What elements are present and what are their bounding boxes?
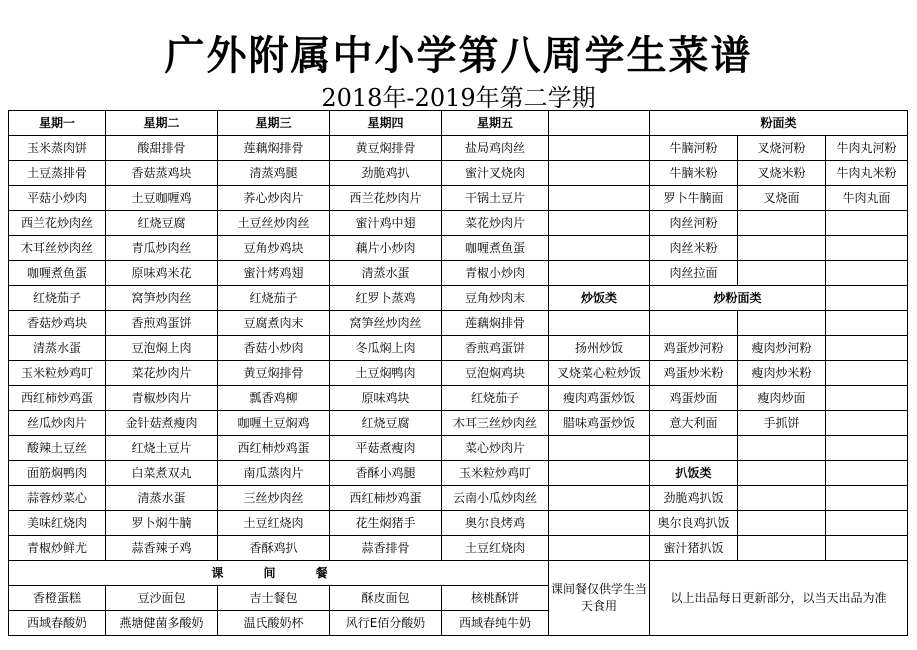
- dish-cell: 木耳丝炒肉丝: [9, 236, 106, 261]
- noodle-item: 罗卜牛腩面: [650, 186, 738, 211]
- dish-cell: 红烧茄子: [218, 286, 330, 311]
- page-subtitle: 2018年-2019年第二学期: [321, 84, 596, 112]
- dish-cell: 劲脆鸡扒: [330, 161, 442, 186]
- fried-rice-item: 叉烧菜心粒炒饭: [549, 361, 650, 386]
- dish-cell: 冬瓜焖上肉: [330, 336, 442, 361]
- dish-cell: 三丝炒肉丝: [218, 486, 330, 511]
- table-row: [9, 361, 908, 386]
- blank-cell: [549, 511, 650, 536]
- dish-cell: 瓢香鸡柳: [218, 386, 330, 411]
- dish-cell: 黄豆焖排骨: [218, 361, 330, 386]
- chop-item: 劲脆鸡扒饭: [650, 486, 738, 511]
- dish-cell: 金针菇煮瘦肉: [106, 411, 218, 436]
- dish-cell: 原味鸡米花: [106, 261, 218, 286]
- blank-cell: [549, 111, 650, 136]
- blank-cell: [826, 336, 908, 361]
- dish-cell: 西红柿炒鸡蛋: [330, 486, 442, 511]
- table-row: [9, 536, 908, 561]
- dish-cell: 香菇小炒肉: [218, 336, 330, 361]
- noodle-item: [738, 236, 826, 261]
- blank-cell: [826, 286, 908, 311]
- dish-cell: 平菇小炒肉: [9, 186, 106, 211]
- noodle-item: [738, 211, 826, 236]
- blank-cell: [650, 436, 738, 461]
- dish-cell: 红烧土豆片: [106, 436, 218, 461]
- blank-cell: [549, 311, 650, 336]
- dish-cell: 菜心炒肉片: [442, 436, 549, 461]
- dish-cell: 咖喱煮鱼蛋: [442, 236, 549, 261]
- dish-cell: 西兰花炒肉片: [330, 186, 442, 211]
- dish-cell: 蜜汁叉烧肉: [442, 161, 549, 186]
- blank-cell: [826, 511, 908, 536]
- blank-cell: [549, 261, 650, 286]
- dish-cell: 蜜汁鸡中翅: [330, 211, 442, 236]
- snack-item: 风行E佰分酸奶: [330, 611, 442, 636]
- snack-item: 酥皮面包: [330, 586, 442, 611]
- dish-cell: 香菇蒸鸡块: [106, 161, 218, 186]
- dish-cell: 清蒸水蛋: [330, 261, 442, 286]
- side-note: 以上出品每日更新部分，以当天出品为准: [650, 561, 908, 636]
- day-header: 星期一: [9, 111, 106, 136]
- dish-cell: 蒜香辣子鸡: [106, 536, 218, 561]
- day-header: 星期五: [442, 111, 549, 136]
- table-row: [9, 161, 908, 186]
- noodle-item: [826, 261, 908, 286]
- snack-item: 西域春酸奶: [9, 611, 106, 636]
- dish-cell: 红烧豆腐: [330, 411, 442, 436]
- dish-cell: 木耳三丝炒肉丝: [442, 411, 549, 436]
- fried-rice-item: 腊味鸡蛋炒饭: [549, 411, 650, 436]
- dish-cell: 土豆焖鸭肉: [330, 361, 442, 386]
- blank-cell: [549, 236, 650, 261]
- dish-cell: 奥尔良烤鸡: [442, 511, 549, 536]
- blank-cell: [826, 536, 908, 561]
- blank-cell: [650, 311, 738, 336]
- dish-cell: 南瓜蒸肉片: [218, 461, 330, 486]
- blank-cell: [738, 461, 826, 486]
- table-row: [9, 336, 908, 361]
- blank-cell: [826, 411, 908, 436]
- snack-item: 燕塘健菌多酸奶: [106, 611, 218, 636]
- fried-noodle-item: 意大利面: [650, 411, 738, 436]
- fried-rice-item: 扬州炒饭: [549, 336, 650, 361]
- table-row: [9, 436, 908, 461]
- dish-cell: 豆腐煮肉末: [218, 311, 330, 336]
- dish-cell: 面筋焖鸭肉: [9, 461, 106, 486]
- blank-cell: [738, 311, 826, 336]
- table-row: [9, 461, 908, 486]
- blank-cell: [549, 136, 650, 161]
- noodle-item: 牛肉丸米粉: [826, 161, 908, 186]
- dish-cell: 玉米粒炒鸡叮: [9, 361, 106, 386]
- noodle-item: 肉丝河粉: [650, 211, 738, 236]
- blank-cell: [826, 486, 908, 511]
- table-row: [9, 286, 908, 311]
- table-row: [9, 261, 908, 286]
- dish-cell: 黄豆焖排骨: [330, 136, 442, 161]
- noodle-item: 肉丝米粉: [650, 236, 738, 261]
- dish-cell: 青椒炒肉片: [106, 386, 218, 411]
- dish-cell: 豆角炒鸡块: [218, 236, 330, 261]
- snack-title: 课 间 餐: [9, 561, 549, 586]
- day-header: 星期二: [106, 111, 218, 136]
- blank-cell: [549, 461, 650, 486]
- dish-cell: 窝笋丝炒肉丝: [330, 311, 442, 336]
- dish-cell: 清蒸鸡腿: [218, 161, 330, 186]
- dish-cell: 平菇煮瘦肉: [330, 436, 442, 461]
- table-row: [9, 311, 908, 336]
- blank-cell: [738, 486, 826, 511]
- dish-cell: 莲藕焖排骨: [218, 136, 330, 161]
- menu-table: [8, 110, 908, 636]
- fried-noodle-item: 鸡蛋炒河粉: [650, 336, 738, 361]
- fried-noodle-title: 炒粉面类: [650, 286, 826, 311]
- dish-cell: 清蒸水蛋: [106, 486, 218, 511]
- dish-cell: 豆泡焖上肉: [106, 336, 218, 361]
- table-row: [9, 411, 908, 436]
- blank-cell: [549, 486, 650, 511]
- dish-cell: 豆泡焖鸡块: [442, 361, 549, 386]
- dish-cell: 咖喱煮鱼蛋: [9, 261, 106, 286]
- table-row: [9, 186, 908, 211]
- dish-cell: 云南小瓜炒肉丝: [442, 486, 549, 511]
- dish-cell: 酸甜排骨: [106, 136, 218, 161]
- dish-cell: 香酥小鸡腿: [330, 461, 442, 486]
- dish-cell: 土豆红烧肉: [442, 536, 549, 561]
- noodle-item: [826, 236, 908, 261]
- dish-cell: 西红柿炒鸡蛋: [9, 386, 106, 411]
- snack-item: 核桃酥饼: [442, 586, 549, 611]
- table-row: [9, 486, 908, 511]
- blank-cell: [826, 436, 908, 461]
- dish-cell: 红烧豆腐: [106, 211, 218, 236]
- snack-item: 吉士餐包: [218, 586, 330, 611]
- table-row: [9, 111, 908, 136]
- snack-item: 西域春纯牛奶: [442, 611, 549, 636]
- blank-cell: [549, 211, 650, 236]
- dish-cell: 美味红烧肉: [9, 511, 106, 536]
- table-row: [9, 236, 908, 261]
- blank-cell: [826, 461, 908, 486]
- dish-cell: 菜花炒肉片: [442, 211, 549, 236]
- table-row: [9, 511, 908, 536]
- dish-cell: 香酥鸡扒: [218, 536, 330, 561]
- table-row: [9, 386, 908, 411]
- dish-cell: 菜花炒肉片: [106, 361, 218, 386]
- snack-item: 香橙蛋糕: [9, 586, 106, 611]
- blank-cell: [738, 436, 826, 461]
- noodle-item: 牛肉丸河粉: [826, 136, 908, 161]
- dish-cell: 西红柿炒鸡蛋: [218, 436, 330, 461]
- snack-item: 温氏酸奶杯: [218, 611, 330, 636]
- dish-cell: 玉米粒炒鸡叮: [442, 461, 549, 486]
- noodle-item: [826, 211, 908, 236]
- chop-title: 扒饭类: [650, 461, 738, 486]
- dish-cell: 蜜汁烤鸡翅: [218, 261, 330, 286]
- dish-cell: 窝笋炒肉丝: [106, 286, 218, 311]
- noodle-item: [738, 261, 826, 286]
- dish-cell: 丝瓜炒肉片: [9, 411, 106, 436]
- fried-rice-item: 瘦肉鸡蛋炒饭: [549, 386, 650, 411]
- blank-cell: [738, 511, 826, 536]
- dish-cell: 红烧茄子: [442, 386, 549, 411]
- table-row: [9, 136, 908, 161]
- fried-noodle-item: 手抓饼: [738, 411, 826, 436]
- noodle-item: 牛肉丸面: [826, 186, 908, 211]
- fried-noodle-item: 鸡蛋炒面: [650, 386, 738, 411]
- dish-cell: 盐局鸡肉丝: [442, 136, 549, 161]
- dish-cell: 白菜煮双丸: [106, 461, 218, 486]
- blank-cell: [826, 361, 908, 386]
- blank-cell: [549, 186, 650, 211]
- noodle-section-title: 粉面类: [650, 111, 908, 136]
- dish-cell: 青瓜炒肉丝: [106, 236, 218, 261]
- noodle-item: 牛腩河粉: [650, 136, 738, 161]
- dish-cell: 玉米蒸肉饼: [9, 136, 106, 161]
- dish-cell: 咖喱土豆焖鸡: [218, 411, 330, 436]
- dish-cell: 豆角炒肉末: [442, 286, 549, 311]
- noodle-item: 叉烧面: [738, 186, 826, 211]
- day-header: 星期三: [218, 111, 330, 136]
- dish-cell: 香煎鸡蛋饼: [106, 311, 218, 336]
- fried-noodle-item: 瘦肉炒米粉: [738, 361, 826, 386]
- dish-cell: 原味鸡块: [330, 386, 442, 411]
- dish-cell: 蒜香排骨: [330, 536, 442, 561]
- snack-note: 课间餐仅供学生当天食用: [549, 561, 650, 636]
- blank-cell: [826, 311, 908, 336]
- blank-cell: [826, 386, 908, 411]
- fried-noodle-item: 鸡蛋炒米粉: [650, 361, 738, 386]
- dish-cell: 藕片小炒肉: [330, 236, 442, 261]
- day-header: 星期四: [330, 111, 442, 136]
- chop-item: 蜜汁猪扒饭: [650, 536, 738, 561]
- blank-cell: [549, 161, 650, 186]
- noodle-item: 叉烧米粉: [738, 161, 826, 186]
- dish-cell: 花生焖猪手: [330, 511, 442, 536]
- noodle-item: 叉烧河粉: [738, 136, 826, 161]
- table-row: [9, 561, 908, 586]
- snack-item: 豆沙面包: [106, 586, 218, 611]
- dish-cell: 香煎鸡蛋饼: [442, 336, 549, 361]
- page-title: 广外附属中小学第八周学生菜谱: [164, 32, 753, 79]
- fried-rice-title: 炒饭类: [549, 286, 650, 311]
- dish-cell: 青椒炒鲜尤: [9, 536, 106, 561]
- dish-cell: 土豆蒸排骨: [9, 161, 106, 186]
- dish-cell: 红烧茄子: [9, 286, 106, 311]
- dish-cell: 干锅土豆片: [442, 186, 549, 211]
- dish-cell: 土豆丝炒肉丝: [218, 211, 330, 236]
- dish-cell: 青椒小炒肉: [442, 261, 549, 286]
- dish-cell: 红罗卜蒸鸡: [330, 286, 442, 311]
- dish-cell: 酸辣土豆丝: [9, 436, 106, 461]
- dish-cell: 蒜蓉炒菜心: [9, 486, 106, 511]
- dish-cell: 土豆红烧肉: [218, 511, 330, 536]
- dish-cell: 莲藕焖排骨: [442, 311, 549, 336]
- table-row: [9, 211, 908, 236]
- blank-cell: [549, 436, 650, 461]
- dish-cell: 清蒸水蛋: [9, 336, 106, 361]
- dish-cell: 罗卜焖牛腩: [106, 511, 218, 536]
- dish-cell: 西兰花炒肉丝: [9, 211, 106, 236]
- dish-cell: 土豆咖喱鸡: [106, 186, 218, 211]
- chop-item: 奥尔良鸡扒饭: [650, 511, 738, 536]
- noodle-item: 肉丝拉面: [650, 261, 738, 286]
- dish-cell: 香菇炒鸡块: [9, 311, 106, 336]
- blank-cell: [549, 536, 650, 561]
- fried-noodle-item: 瘦肉炒面: [738, 386, 826, 411]
- noodle-item: 牛腩米粉: [650, 161, 738, 186]
- dish-cell: 荞心炒肉片: [218, 186, 330, 211]
- fried-noodle-item: 瘦肉炒河粉: [738, 336, 826, 361]
- blank-cell: [738, 536, 826, 561]
